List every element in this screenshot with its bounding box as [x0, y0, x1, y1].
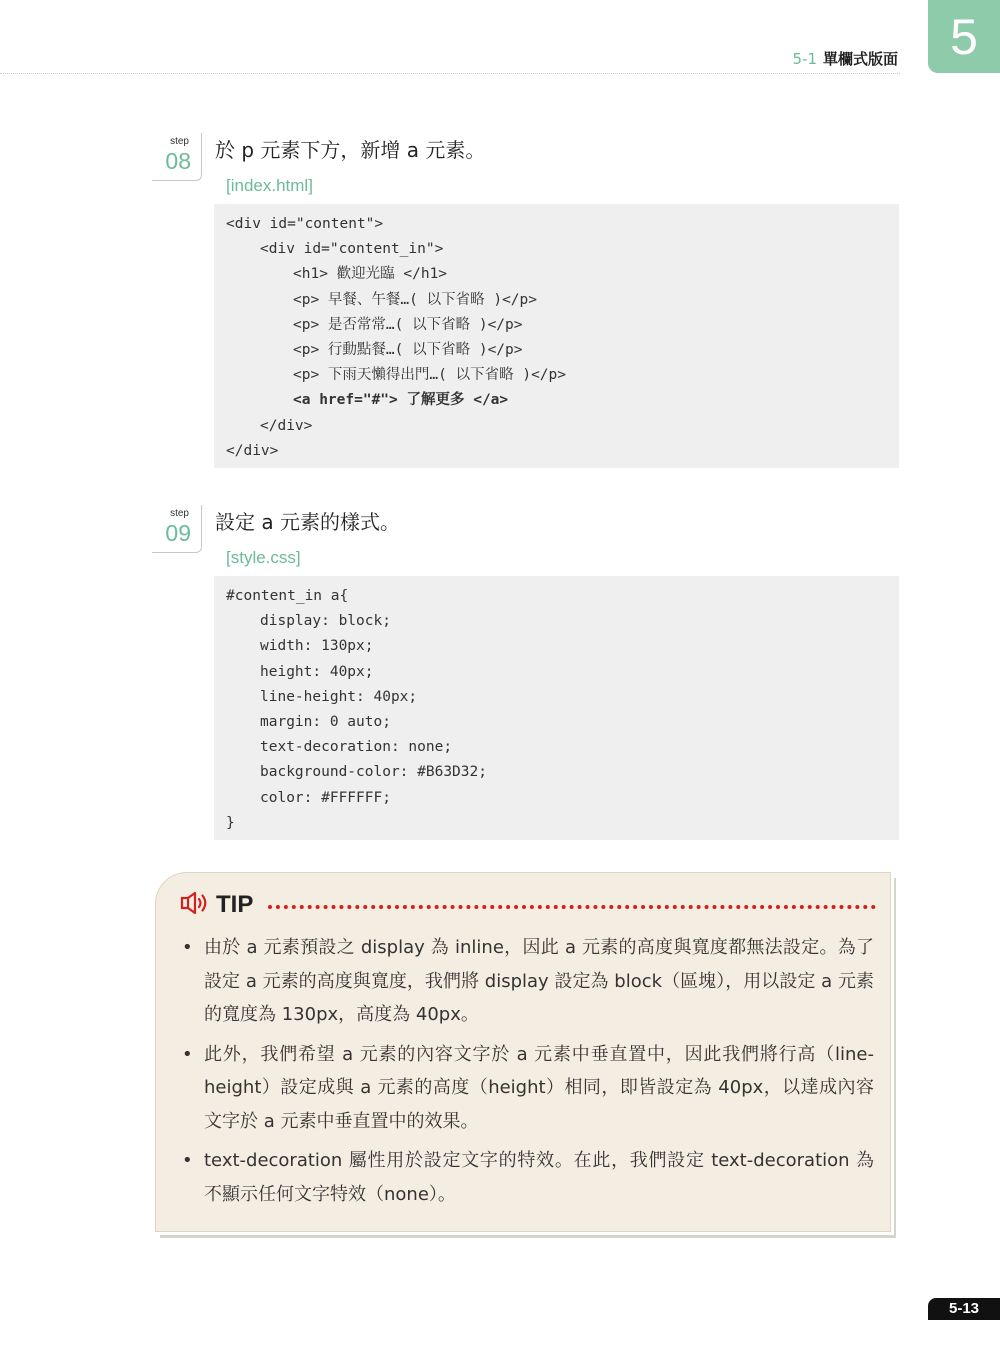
page-number: 5-13: [928, 1298, 1000, 1320]
code-line: <p> 下雨天懶得出門…( 以下省略 )</p>: [293, 367, 566, 384]
speaker-icon: [180, 891, 210, 919]
step-09-file-label: [style.css]: [226, 548, 301, 567]
code-line: text-decoration: none;: [260, 739, 453, 756]
tip-item-text: 此外，我們希望 a 元素的內容文字於 a 元素中垂直置中，因此我們將行高（line-height）設定成與 a 元素的高度（height）相同，即皆設定為 40px，以達成內容文字於 a 元素中垂直置中的效果。: [204, 1043, 874, 1132]
bullet: •: [182, 1150, 193, 1171]
header-divider: [0, 73, 900, 74]
step-word: step: [170, 136, 189, 147]
step-08-file-label: [index.html]: [226, 176, 313, 195]
code-line: <h1> 歡迎光臨 </h1>: [293, 266, 448, 283]
step-09-title: 設定 a 元素的樣式。: [215, 510, 400, 534]
code-line: width: 130px;: [260, 638, 374, 655]
code-block-index-html: [214, 204, 899, 468]
tip-item: [178, 931, 874, 1032]
step-word: step: [170, 508, 189, 519]
step-badge-09: [152, 505, 202, 553]
code-line: background-color: #B63D32;: [260, 764, 487, 781]
tip-label: TIP: [216, 891, 254, 918]
step-08-title: 於 p 元素下方，新增 a 元素。: [215, 138, 486, 162]
code-line: color: #FFFFFF;: [260, 789, 391, 806]
code-line: <p> 早餐、午餐…( 以下省略 )</p>: [293, 291, 537, 308]
code-line: height: 40px;: [260, 663, 374, 680]
tip-item: [178, 1038, 874, 1139]
tip-item: [178, 1144, 874, 1211]
tip-list: [178, 931, 874, 1217]
code-line: </div>: [226, 442, 279, 459]
chapter-tab: 5: [928, 0, 1000, 73]
code-block-style-css: [214, 576, 899, 840]
code-line: <p> 行動點餐…( 以下省略 )</p>: [293, 341, 523, 358]
code-line: }: [226, 814, 235, 831]
code-line: </div>: [260, 417, 313, 434]
bullet: •: [182, 1043, 193, 1065]
tip-item-text: 由於 a 元素預設之 display 為 inline，因此 a 元素的高度與寬度都無法設定。為了設定 a 元素的高度與寬度，我們將 display 設定為 block（區塊），用以設定 a 元素的寬度為 130px，高度為 40px。: [204, 937, 874, 1025]
code-line: line-height: 40px;: [260, 688, 418, 705]
running-header: [792, 48, 898, 69]
code-line: display: block;: [260, 613, 391, 630]
code-line-highlight: <a href="#"> 了解更多 </a>: [293, 392, 509, 409]
section-number: 5-1: [792, 50, 817, 68]
step-number: 08: [165, 148, 191, 174]
bullet: •: [182, 937, 193, 958]
section-title: 單欄式版面: [822, 50, 898, 68]
tip-item-text: text-decoration 屬性用於設定文字的特效。在此，我們設定 text-decoration 為不顯示任何文字特效（none）。: [204, 1150, 874, 1205]
step-badge-08: [152, 133, 202, 181]
code-line: <p> 是否常常…( 以下省略 )</p>: [293, 316, 523, 333]
code-line: <div id="content_in">: [260, 241, 444, 258]
tip-box: [155, 872, 891, 1232]
code-line: <div id="content">: [226, 216, 384, 232]
step-number: 09: [165, 520, 191, 546]
code-line: #content_in a{: [226, 588, 349, 604]
tip-dotted-rule: [268, 905, 876, 909]
code-line: margin: 0 auto;: [260, 713, 391, 730]
tip-header: [180, 891, 253, 919]
